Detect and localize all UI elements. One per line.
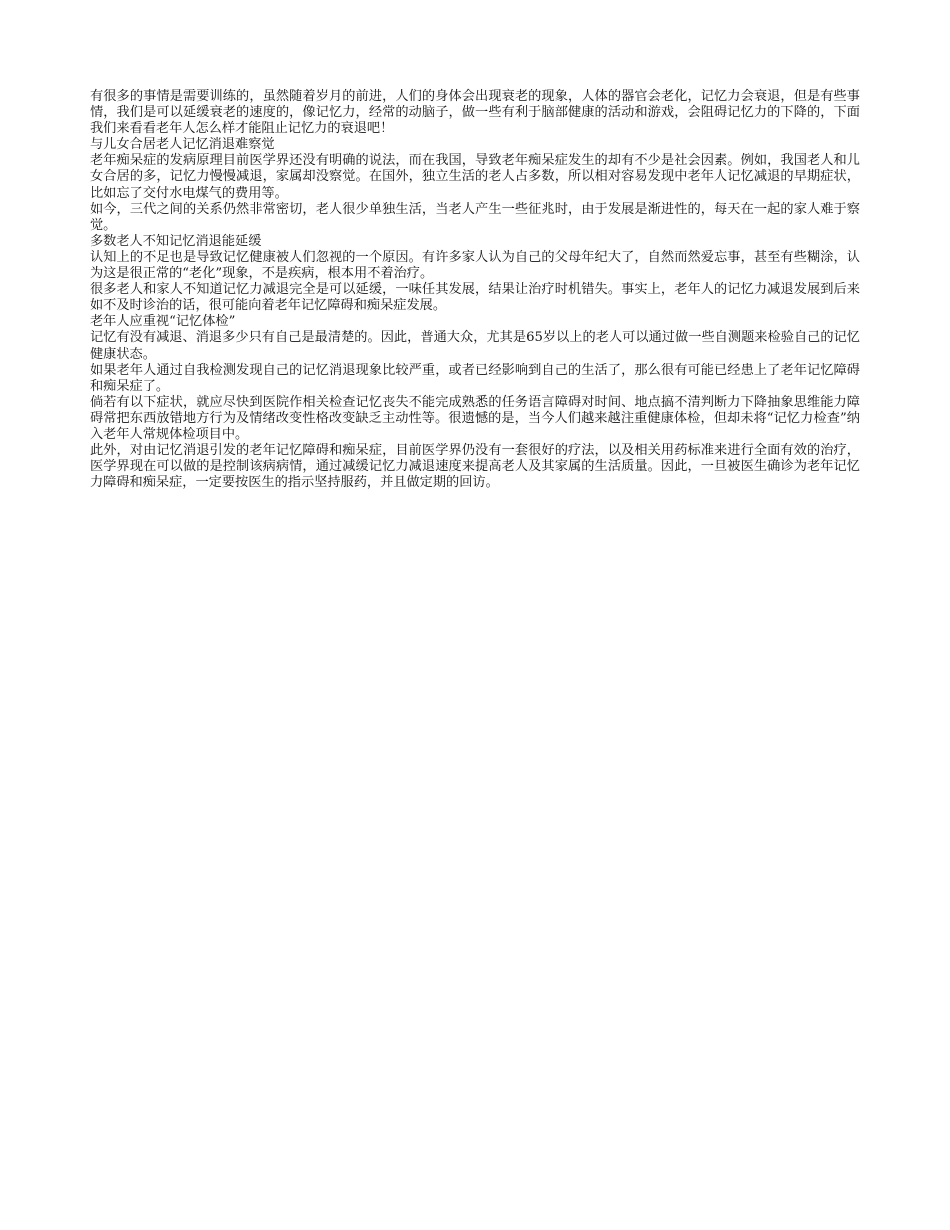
section-cohabiting — [90, 137, 860, 234]
body-paragraph: 记忆有没有减退、消退多少只有自己是最清楚的。因此，普通大众，尤其是65岁以上的老人可以通过做一些自测题来检验自己的记忆健康状态。 — [90, 330, 860, 362]
body-paragraph: 老年痴呆症的发病原理目前医学界还没有明确的说法，而在我国，导致老年痴呆症发生的却有不少是社会因素。例如，我国老人和儿女合居的多，记忆力慢慢减退，家属却没察觉。在国外，独立生活的老人占多数，所以相对容易发现中老年人记忆减退的早期症状，比如忘了交付水电煤气的费用等。 — [90, 153, 860, 201]
body-paragraph: 此外，对由记忆消退引发的老年记忆障碍和痴呆症，目前医学界仍没有一套很好的疗法，以及相关用药标准来进行全面有效的治疗，医学界现在可以做的是控制该病病情，通过减缓记忆力减退速度来提高老人及其家属的生活质量。因此，一旦被医生确诊为老年记忆力障碍和痴呆症，一定要按医生的指示坚持服药，并且做定期的回访。 — [90, 443, 860, 491]
section-heading: 老年人应重视“记忆体检” — [90, 314, 236, 330]
body-paragraph: 如今，三代之间的关系仍然非常密切，老人很少单独生活，当老人产生一些征兆时，由于发展是渐进性的，每天在一起的家人难于察觉。 — [90, 201, 860, 233]
body-paragraph: 认知上的不足也是导致记忆健康被人们忽视的一个原因。有许多家人认为自己的父母年纪大了，自然而然爱忘事，甚至有些糊涂，认为这是很正常的“老化”现象，不是疾病，根本用不着治疗。 — [90, 249, 860, 282]
section-memory-checkup — [90, 314, 860, 491]
section-unaware — [90, 234, 860, 314]
body-paragraph: 如果老年人通过自我检测发现自己的记忆消退现象比较严重，或者已经影响到自己的生活了，那么很有可能已经患上了老年记忆障碍和痴呆症了。 — [90, 362, 860, 394]
section-heading: 与儿女合居老人记忆消退难察觉 — [90, 137, 275, 153]
article-body — [90, 89, 860, 491]
section-heading: 多数老人不知记忆消退能延缓 — [90, 233, 262, 249]
body-paragraph: 倘若有以下症状，就应尽快到医院作相关检查记忆丧失不能完成熟悉的任务语言障碍对时间、地点搞不清判断力下降抽象思维能力障碍常把东西放错地方行为及情绪改变性格改变缺乏主动性等。很遗憾的是，当今人们越来越注重健康体检，但却未将“记忆力检查”纳入老年人常规体检项目中。 — [90, 394, 860, 442]
body-paragraph: 很多老人和家人不知道记忆力减退完全是可以延缓，一味任其发展，结果让治疗时机错失。事实上，老年人的记忆力减退发展到后来如不及时诊治的话，很可能向着老年记忆障碍和痴呆症发展。 — [90, 282, 860, 314]
intro-paragraph: 有很多的事情是需要训练的，虽然随着岁月的前进，人们的身体会出现衰老的现象，人体的器官会老化，记忆力会衰退，但是有些事情，我们是可以延缓衰老的速度的，像记忆力，经常的动脑子，做一些有利于脑部健康的活动和游戏，会阻碍记忆力的下降的，下面我们来看看老年人怎么样才能阻止记忆力的衰退吧！ — [90, 89, 860, 137]
